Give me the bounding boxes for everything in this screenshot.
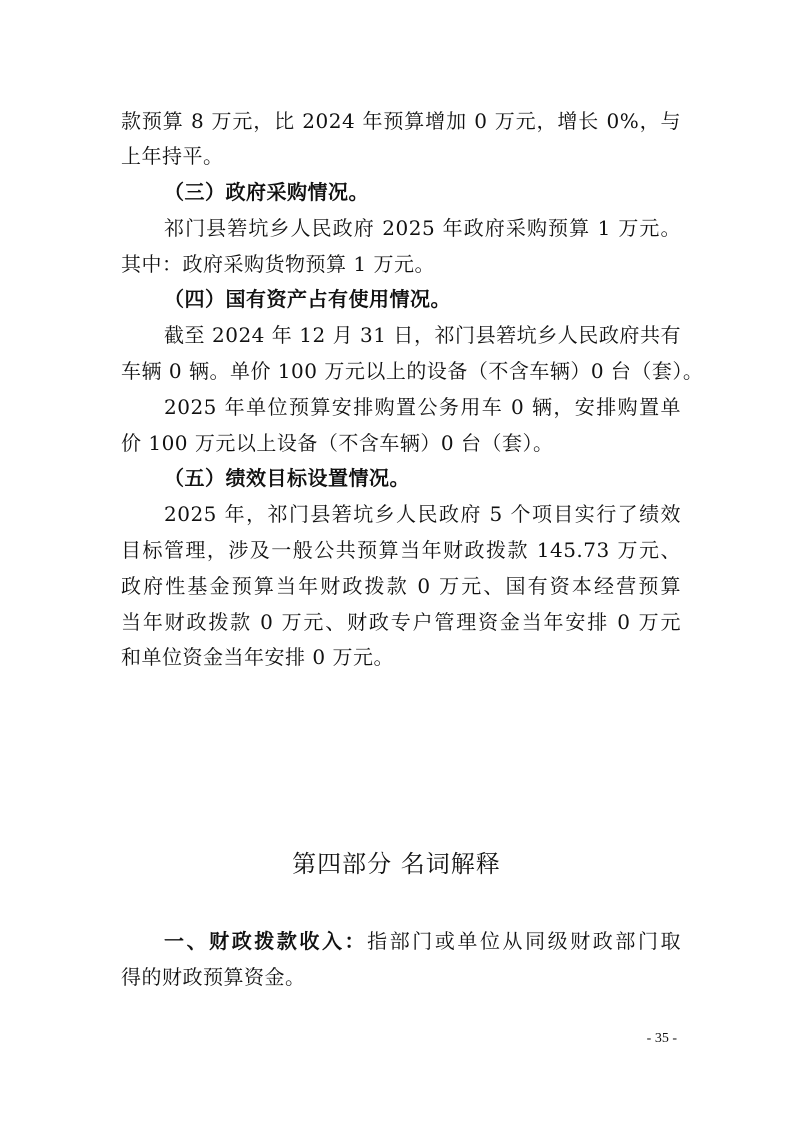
performance-line-3: 政府性基金预算当年财政拨款 0 万元、国有资本经营预算 <box>121 574 681 598</box>
assets-line-2: 车辆 0 辆。单价 100 万元以上的设备（不含车辆）0 台（套）。 <box>121 359 704 383</box>
assets-line-1: 截至 2024 年 12 月 31 日，祁门县箬坑乡人民政府共有 <box>164 323 681 347</box>
assets-line-4: 价 100 万元以上设备（不含车辆）0 台（套）。 <box>121 431 554 455</box>
page-number: - 35 - <box>646 1031 677 1046</box>
performance-line-1: 2025 年，祁门县箬坑乡人民政府 5 个项目实行了绩效 <box>164 502 681 526</box>
procurement-heading: （三）政府采购情况。 <box>164 180 369 204</box>
budget-tail-line-2: 上年持平。 <box>121 144 224 168</box>
assets-heading: （四）国有资产占有使用情况。 <box>164 287 451 311</box>
performance-heading: （五）绩效目标设置情况。 <box>164 466 410 490</box>
term-1-text-1: 指部门或单位从同级财政部门取 <box>367 929 682 953</box>
performance-line-5: 和单位资金当年安排 0 万元。 <box>121 645 394 669</box>
term-1-label: 一、财政拨款收入： <box>164 929 368 953</box>
term-1-line-1 <box>164 927 681 955</box>
part-four-title: 第四部分 名词解释 <box>292 850 501 878</box>
term-1-line-2: 得的财政预算资金。 <box>121 965 306 989</box>
assets-line-3: 2025 年单位预算安排购置公务用车 0 辆，安排购置单 <box>164 395 681 419</box>
procurement-line-2: 其中：政府采购货物预算 1 万元。 <box>121 252 435 276</box>
performance-line-2: 目标管理，涉及一般公共预算当年财政拨款 145.73 万元、 <box>121 538 681 562</box>
budget-tail-line-1: 款预算 8 万元，比 2024 年预算增加 0 万元，增长 0%，与 <box>121 109 681 133</box>
procurement-line-1: 祁门县箬坑乡人民政府 2025 年政府采购预算 1 万元。 <box>164 216 681 240</box>
performance-line-4: 当年财政拨款 0 万元、财政专户管理资金当年安排 0 万元 <box>121 610 681 634</box>
